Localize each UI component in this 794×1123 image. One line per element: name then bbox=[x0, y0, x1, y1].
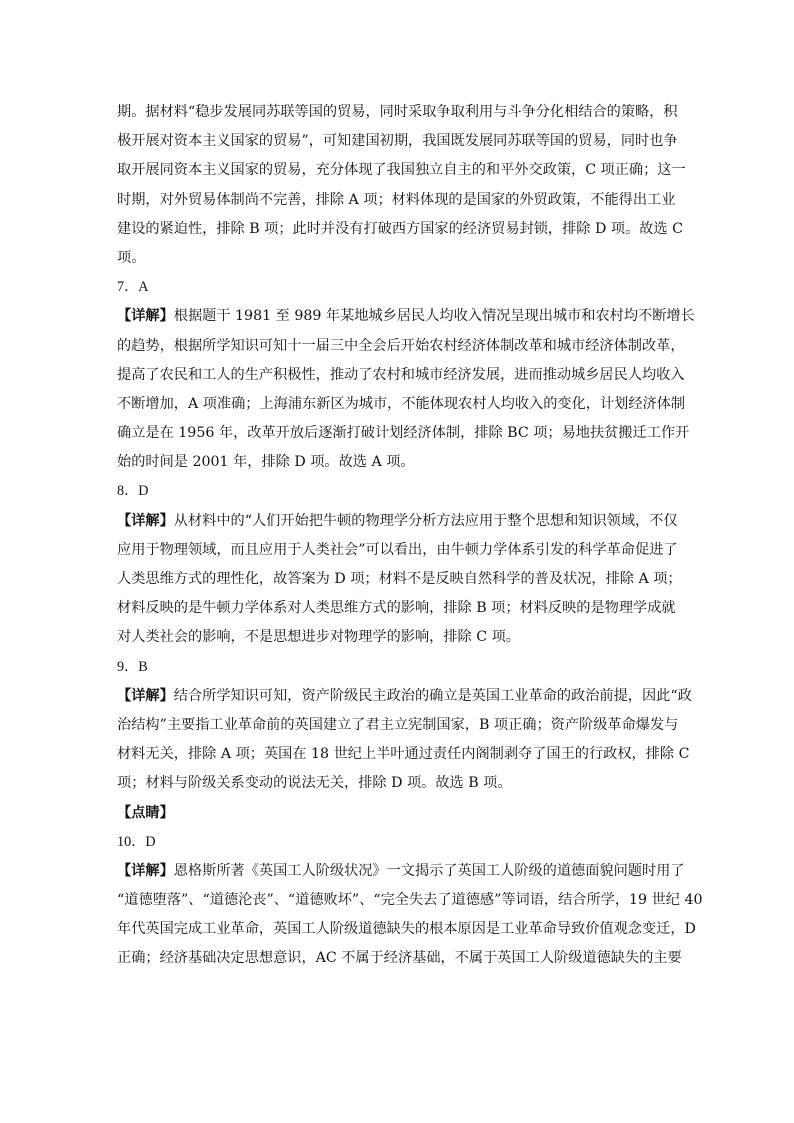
text-line: 正确；经济基础决定思想意识，AC 不属于经济基础，不属于英国工人阶级道德缺失的主要 bbox=[117, 950, 682, 967]
text-line: 材料无关，排除 A 项；英国在 18 世纪上半叶通过责任内阁制剥夺了国王的行政权，排除 C bbox=[117, 746, 690, 763]
detail-paragraph bbox=[117, 302, 695, 477]
text-line: 取开展同资本主义国家的贸易，充分体现了我国独立自主的和平外交政策，C 项正确；这一 bbox=[117, 162, 686, 179]
detail-paragraph bbox=[117, 507, 682, 653]
text-line: 的趋势，根据所学知识可知十一届三中全会后开始农村经济体制改革和城市经济体制改革， bbox=[117, 337, 685, 354]
document-body bbox=[117, 98, 703, 974]
text-line: 【详解】结合所学知识可知，资产阶级民主政治的确立是英国工业革命的政治前提，因此“政 bbox=[117, 687, 692, 704]
text-line: 【详解】恩格斯所著《英国工人阶级状况》一文揭示了英国工人阶级的道德面貌问题时用了 bbox=[117, 862, 685, 879]
text-line: 项。 bbox=[117, 249, 146, 266]
text-line: 材料反映的是牛顿力学体系对人类思维方式的影响，排除 B 项；材料反映的是物理学成就 bbox=[117, 600, 676, 617]
detail-tag: 【详解】 bbox=[117, 512, 174, 529]
answer-heading: 9．B bbox=[117, 658, 148, 675]
text-line: 对人类社会的影响，不是思想进步对物理学的影响，排除 C 项。 bbox=[117, 629, 520, 646]
text-line: 项；材料与阶级关系变动的说法无关，排除 D 项。故选 B 项。 bbox=[117, 775, 512, 792]
detail-tag: 【详解】 bbox=[117, 862, 174, 879]
text-line: 时期，对外贸易体制尚不完善，排除 A 项；材料体现的是国家的外贸政策，不能得出工业 bbox=[117, 191, 676, 208]
text-line: 【详解】根据题干 1981 至 989 年某地城乡居民人均收入情况呈现出城市和农村均不断增长 bbox=[117, 308, 695, 325]
text-line: 期。据材料“稳步发展同苏联等国的贸易，同时采取争取利用与斗争分化相结合的策略，积 bbox=[117, 104, 678, 120]
answer-heading: 7．A bbox=[117, 279, 149, 296]
text-line: “道德堕落”、“道德沦丧”、“道德败坏”、“完全失去了道德感”等词语，结合所学，19 世纪 40 bbox=[117, 892, 703, 909]
text-line: 始的时间是 2001 年，排除 D 项。故选 A 项。 bbox=[117, 454, 415, 471]
comment-tag: 【点睛】 bbox=[117, 804, 174, 821]
text-line: 应用于物理领域，而且应用于人类社会”可以看出，由牛顿力学体系引发的科学革命促进了 bbox=[117, 541, 678, 558]
text-line: 确立是在 1956 年，改革开放后逐渐打破计划经济体制，排除 BC 项；易地扶贫搬迁工作开 bbox=[117, 425, 690, 442]
text-line: 建设的紧迫性，排除 B 项；此时并没有打破西方国家的经济贸易封锁，排除 D 项。故选 C bbox=[117, 220, 683, 237]
text-line: 【详解】从材料中的“人们开始把牛顿的物理学分析方法应用于整个思想和知识领域，不仅 bbox=[117, 512, 678, 529]
text-line: 提高了农民和工人的生产积极性，推动了农村和城市经济发展，进而推动城乡居民人均收入 bbox=[117, 366, 685, 383]
text-line: 极开展对资本主义国家的贸易”，可知建国初期，我国既发展同苏联等国的贸易，同时也争 bbox=[117, 133, 678, 150]
detail-paragraph bbox=[117, 682, 692, 799]
paragraph-continuation bbox=[117, 98, 686, 273]
text-line: 治结构”主要指工业革命前的英国建立了君主立宪制国家，B 项正确；资产阶级革命爆发与 bbox=[117, 716, 679, 733]
text-line: 不断增加，A 项准确；上海浦东新区为城市，不能体现农村人均收入的变化，计划经济体制 bbox=[117, 395, 686, 412]
text-line: 年代英国完成工业革命，英国工人阶级道德缺失的根本原因是工业革命导致价值观念变迁，D bbox=[117, 921, 696, 938]
detail-tag: 【详解】 bbox=[117, 687, 174, 704]
answer-heading: 10．D bbox=[117, 833, 156, 850]
answer-heading: 8．D bbox=[117, 483, 149, 500]
detail-paragraph bbox=[117, 857, 703, 974]
detail-tag: 【详解】 bbox=[117, 308, 174, 325]
text-line: 人类思维方式的理性化，故答案为 D 项；材料不是反映自然科学的普及状况，排除 A 项； bbox=[117, 571, 682, 587]
